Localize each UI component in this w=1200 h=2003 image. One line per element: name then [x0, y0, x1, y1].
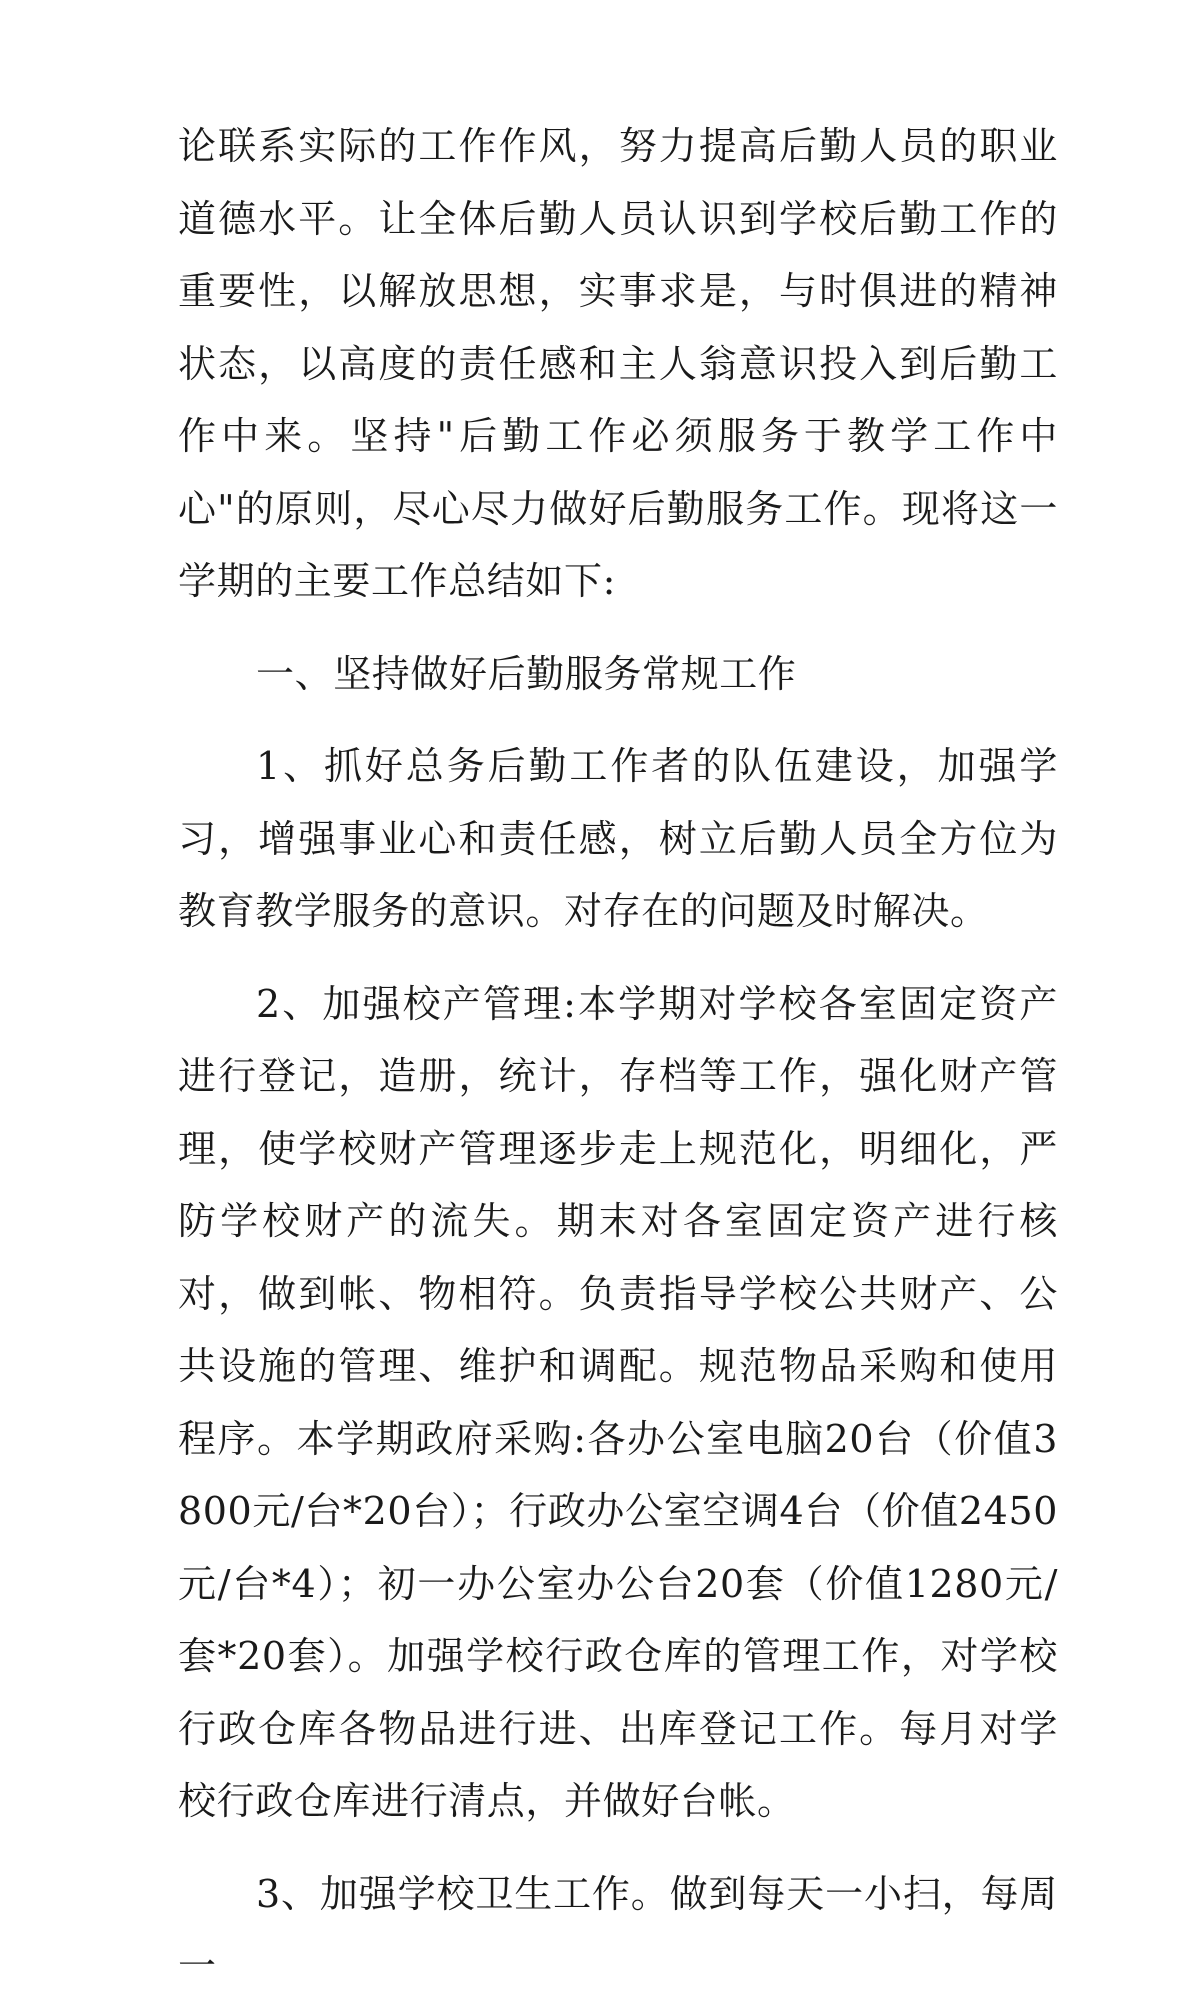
paragraph-item-2: 2、加强校产管理:本学期对学校各室固定资产进行登记，造册，统计，存档等工作，强化财产管理，使学校财产管理逐步走上规范化，明细化，严防学校财产的流失。期末对各室固定资产进行核对，做到帐、物相符。负责指导学校公共财产、公共设施的管理、维护和调配。规范物品采购和使用程序。本学期政府采购:各办公室电脑20台（价值3800元/台*20台）；行政办公室空调4台（价值2450元/台*4）；初一办公室办公台20套（价值1280元/套*20套）。加强学校行政仓库的管理工作，对学校行政仓库各物品进行进、出库登记工作。每月对学校行政仓库进行清点，并做好台帐。 — [178, 981, 1058, 1823]
paragraph-intro: 论联系实际的工作作风，努力提高后勤人员的职业道德水平。让全体后勤人员认识到学校后勤工作的重要性，以解放思想，实事求是，与时俱进的精神状态，以高度的责任感和主人翁意识投入到后勤工作中来。坚持"后勤工作必须服务于教学工作中心"的原则，尽心尽力做好后勤服务工作。现将这一学期的主要工作总结如下: — [178, 124, 1058, 603]
paragraph-item-1: 1、抓好总务后勤工作者的队伍建设，加强学习，增强事业心和责任感，树立后勤人员全方位为教育教学服务的意识。对存在的问题及时解决。 — [178, 744, 1058, 933]
section-heading: 一、坚持做好后勤服务常规工作 — [256, 651, 797, 696]
paragraph-item-3: 3、加强学校卫生工作。做到每天一小扫，每周一 — [178, 1871, 1058, 1988]
document-body — [178, 110, 1058, 2003]
